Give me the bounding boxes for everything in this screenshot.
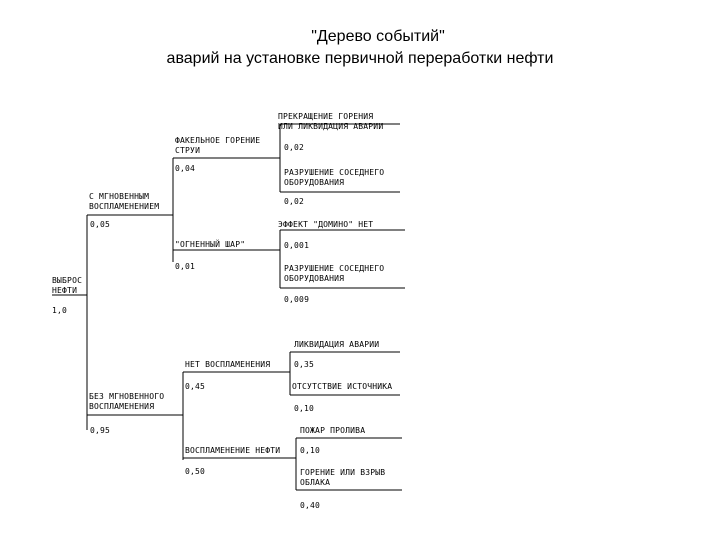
torch-prob: 0,04 [175,164,196,173]
outcome-7-prob: 0,40 [300,501,321,510]
instant-label: С МГНОВЕННЫМ ВОСПЛАМЕНЕНИЕМ [89,192,160,211]
outcome-6-prob: 0,10 [300,446,321,455]
outcome-0-prob: 0,02 [284,143,305,152]
diagram-title-line1: "Дерево событий" [311,28,445,45]
fireball-label: "ОГНЕННЫЙ ШАР" [175,240,246,249]
outcome-5-prob: 0,10 [294,404,315,413]
root-prob: 1,0 [52,306,68,315]
no-ignition-label: НЕТ ВОСПЛАМЕНЕНИЯ [185,360,271,369]
no-ignition-prob: 0,45 [185,382,206,391]
outcome-2-prob: 0,001 [284,241,310,250]
outcome-2-label: ЭФФЕКТ "ДОМИНО" НЕТ [278,220,374,229]
instant-prob: 0,05 [90,220,111,229]
root-label: ВЫБРОС НЕФТИ [52,276,83,295]
no-instant-prob: 0,95 [90,426,111,435]
outcome-3-label: РАЗРУШЕНИЕ СОСЕДНЕГО ОБОРУДОВАНИЯ [284,264,385,283]
outcome-1-label: РАЗРУШЕНИЕ СОСЕДНЕГО ОБОРУДОВАНИЯ [284,168,385,187]
oil-ignition-label: ВОСПЛАМЕНЕНИЕ НЕФТИ [185,446,281,455]
fireball-prob: 0,01 [175,262,196,271]
outcome-1-prob: 0,02 [284,197,305,206]
oil-ignition-prob: 0,50 [185,467,206,476]
diagram-title-line2: аварий на установке первичной переработки нефти [166,50,554,67]
outcome-0-label: ПРЕКРАЩЕНИЕ ГОРЕНИЯ ИЛИ ЛИКВИДАЦИЯ АВАРИИ [278,112,384,131]
outcome-3-prob: 0,009 [284,295,310,304]
torch-label: ФАКЕЛЬНОЕ ГОРЕНИЕ СТРУИ [175,136,261,155]
outcome-4-prob: 0,35 [294,360,315,369]
outcome-5-label: ОТСУТСТВИЕ ИСТОЧНИКА [292,382,393,391]
outcome-6-label: ПОЖАР ПРОЛИВА [300,426,366,435]
no-instant-label: БЕЗ МГНОВЕННОГО ВОСПЛАМЕНЕНИЯ [89,392,165,411]
outcome-7-label: ГОРЕНИЕ ИЛИ ВЗРЫВ ОБЛАКА [300,468,386,487]
outcome-4-label: ЛИКВИДАЦИЯ АВАРИИ [294,340,380,349]
